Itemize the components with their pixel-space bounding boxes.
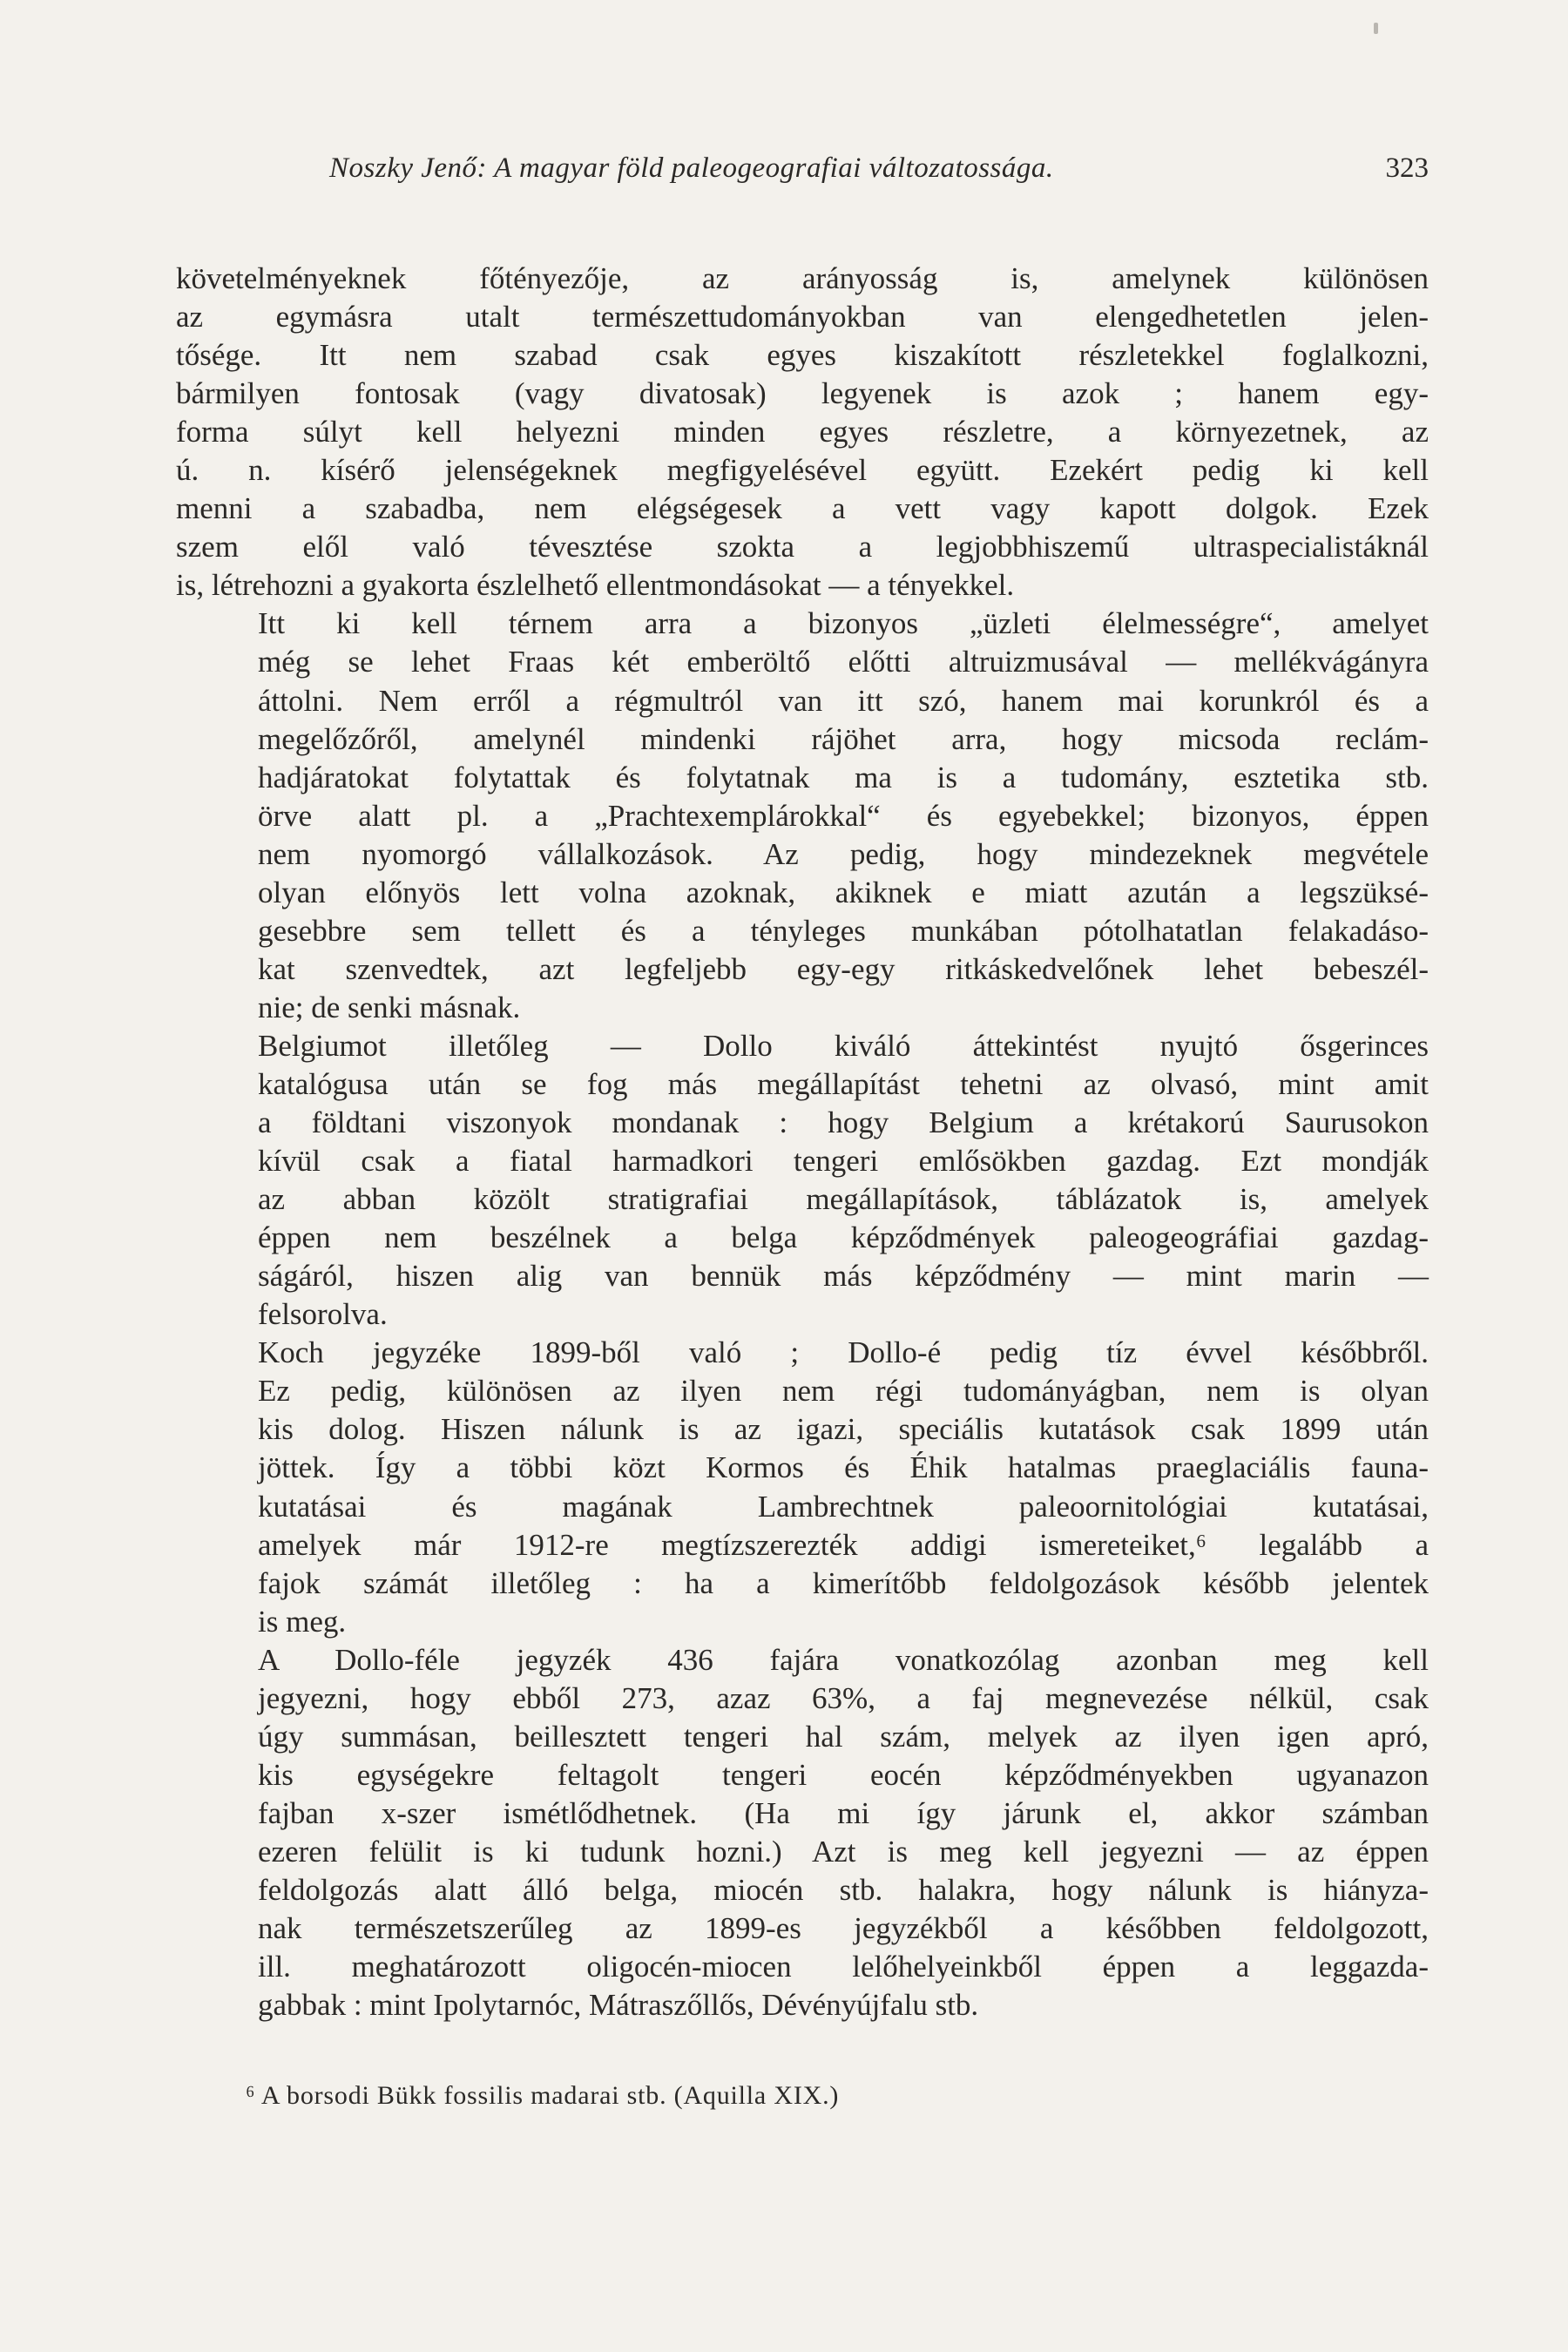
text-line: Belgiumot illetőleg — Dollo kiváló áttekintést nyujtó ősgerinces xyxy=(258,1028,1429,1063)
text-line: kat szenvedtek, azt legfeljebb egy-egy ritkáskedvelőnek lehet bebeszél- xyxy=(258,951,1429,986)
text-line: a földtani viszonyok mondanak : hogy Belgium a krétakorú Saurusokon xyxy=(258,1105,1429,1140)
page-header xyxy=(329,146,1429,190)
page-number: 323 xyxy=(1385,152,1429,184)
text-line: az egymásra utalt természettudományokban van elengedhetetlen jelen- xyxy=(176,300,1429,335)
text-line: felsorolva. xyxy=(258,1297,388,1332)
text-line: kívül csak a fiatal harmadkori tengeri emlősökben gazdag. Ezt mondják xyxy=(258,1144,1429,1179)
text-line: nem nyomorgó vállalkozások. Az pedig, hogy mindezeknek megvétele xyxy=(258,836,1429,871)
text-line: Ez pedig, különösen az ilyen nem régi tudományágban, nem is olyan xyxy=(258,1374,1429,1409)
text-line: nak természetszerűleg az 1899-es jegyzékből a későbben feldolgozott, xyxy=(258,1911,1429,1946)
text-line: bármilyen fontosak (vagy divatosak) legyenek is azok ; hanem egy- xyxy=(176,376,1429,411)
text-line: követelményeknek főtényezője, az arányosság is, amelynek különösen xyxy=(176,261,1429,295)
text-line: kis dolog. Hiszen nálunk is az igazi, speciális kutatások csak 1899 után xyxy=(258,1412,1429,1447)
running-title: Noszky Jenő: A magyar föld paleogeografiai változatossága. xyxy=(329,152,1054,184)
text-line: nie; de senki másnak. xyxy=(258,990,521,1024)
text-line: menni a szabadba, nem elégségesek a vett vagy kapott dolgok. Ezek xyxy=(176,491,1429,526)
text-line: gesebbre sem tellett és a tényleges munkában pótolhatatlan felakadáso- xyxy=(258,913,1429,948)
text-line: kutatásai és magának Lambrechtnek paleoornitológiai kutatásai, xyxy=(258,1489,1429,1524)
text-line: ezeren felülit is ki tudunk hozni.) Azt is meg kell jegyezni — az éppen xyxy=(258,1834,1429,1869)
paragraph xyxy=(176,260,1429,605)
text-line: gabbak : mint Ipolytarnóc, Mátraszőllős, Dévényújfalu stb. xyxy=(258,1988,979,2023)
text-line: fajok számát illetőleg : ha a kimerítőbb feldolgozások később jelentek xyxy=(258,1565,1429,1600)
text-line: fajban x-szer ismétlődhetnek. (Ha mi így járunk el, akkor számban xyxy=(258,1795,1429,1830)
footnote-marker: ⁶ xyxy=(246,2081,256,2110)
paragraph xyxy=(176,1334,1429,1640)
text-line: feldolgozás alatt álló belga, miocén stb. halakra, hogy nálunk is hiányza- xyxy=(258,1872,1429,1907)
body-text xyxy=(176,260,1429,2024)
text-line: katalógusa után se fog más megállapítást tehetni az olvasó, mint amit xyxy=(258,1066,1429,1101)
text-line: ságáról, hiszen alig van bennük más képződmény — mint marin — xyxy=(258,1259,1429,1294)
text-line: forma súlyt kell helyezni minden egyes részletre, a környezetnek, az xyxy=(176,415,1429,449)
text-line: jöttek. Így a többi közt Kormos és Éhik hatalmas praeglaciális fauna- xyxy=(258,1450,1429,1485)
text-line: ú. n. kísérő jelenségeknek megfigyelésével együtt. Ezekért pedig ki kell xyxy=(176,453,1429,488)
text-line: kis egységekre feltagolt tengeri eocén képződményekben ugyanazon xyxy=(258,1757,1429,1792)
text-line: hadjáratokat folytattak és folytatnak ma is a tudomány, esztetika stb. xyxy=(258,760,1429,794)
text-line: olyan előnyös lett volna azoknak, akiknek e miatt azután a legszüksé- xyxy=(258,875,1429,909)
text-line: éppen nem beszélnek a belga képződmények paleogeográfiai gazdag- xyxy=(258,1220,1429,1255)
paragraph xyxy=(176,605,1429,1027)
text-line: ill. meghatározott oligocén-miocen lelőhelyeinkből éppen a leggazda- xyxy=(258,1950,1429,1984)
text-line: úgy summásan, beillesztett tengeri hal szám, melyek az ilyen igen apró, xyxy=(258,1719,1429,1754)
text-line: még se lehet Fraas két emberöltő előtti altruizmusával — mellékvágányra xyxy=(258,645,1429,679)
text-line: megelőzőről, amelynél mindenki rájöhet arra, hogy micsoda reclám- xyxy=(258,721,1429,756)
text-line: amelyek már 1912-re megtízszerezték addigi ismereteiket,⁶ legalább a xyxy=(258,1527,1429,1562)
paragraph xyxy=(176,1641,1429,2024)
text-line: Itt ki kell térnem arra a bizonyos „üzleti élelmességre“, amelyet xyxy=(258,606,1429,641)
text-line: örve alatt pl. a „Prachtexemplárokkal“ és egyebekkel; bizonyos, éppen xyxy=(258,798,1429,833)
text-line: szem elől való tévesztése szokta a legjobbhiszemű ultraspecialistáknál xyxy=(176,530,1429,564)
text-line: jegyezni, hogy ebből 273, azaz 63%, a faj megnevezése nélkül, csak xyxy=(258,1680,1429,1715)
print-speck xyxy=(1374,23,1378,34)
text-line: Koch jegyzéke 1899-ből való ; Dollo-é pedig tíz évvel későbbről. xyxy=(258,1335,1429,1370)
text-line: is, létrehozni a gyakorta észlelhető ellentmondásokat — a tényekkel. xyxy=(176,568,1015,603)
text-line: áttolni. Nem erről a régmultról van itt szó, hanem mai korunkról és a xyxy=(258,683,1429,718)
paragraph xyxy=(176,1027,1429,1334)
text-line: tősége. Itt nem szabad csak egyes kiszakított részletekkel foglalkozni, xyxy=(176,338,1429,373)
text-line: A Dollo-féle jegyzék 436 fajára vonatkozólag azonban meg kell xyxy=(258,1642,1429,1677)
text-line: az abban közölt stratigrafiai megállapítások, táblázatok is, amelyek xyxy=(258,1182,1429,1217)
footnote-text: A borsodi Bükk fossilis madarai stb. (Aquilla XIX.) xyxy=(260,2081,840,2110)
text-line: is meg. xyxy=(258,1604,347,1639)
footnote xyxy=(246,2078,1204,2113)
